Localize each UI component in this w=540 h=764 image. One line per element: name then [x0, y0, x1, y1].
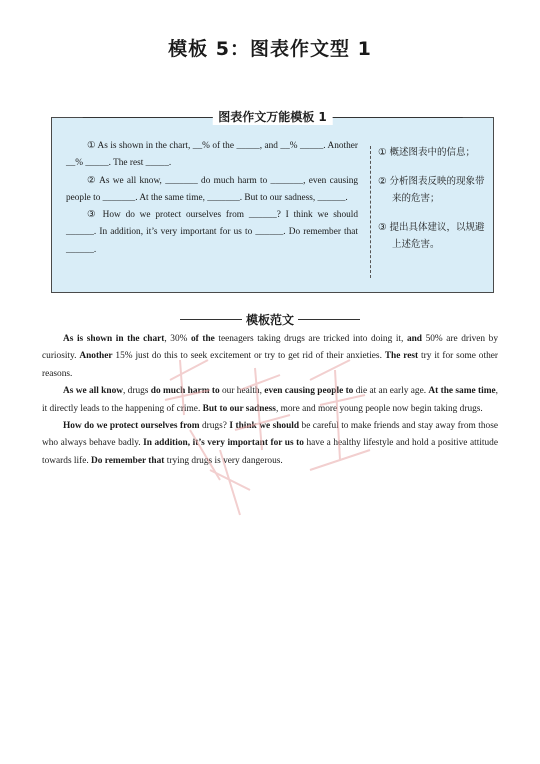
- essay-text: , more and more young people now begin taking drugs.: [275, 403, 483, 414]
- essay-text: , 30%: [164, 334, 191, 344]
- essay-text: be careful to make friends and stay away from those who always behave badly.: [42, 421, 498, 449]
- essay-paragraph-2: [42, 383, 498, 418]
- essay-paragraph-1: [42, 331, 498, 383]
- essay-text: 15% just do this to seek excitement or try to get rid of their anxieties.: [112, 351, 385, 362]
- essay-text: drugs?: [199, 421, 230, 432]
- sample-essay: [42, 331, 498, 470]
- essay-key-phrase: of the: [190, 334, 215, 344]
- essay-text: have a healthy lifestyle and hold a positive attitude towards life.: [42, 438, 498, 466]
- essay-key-phrase: even causing people to: [264, 386, 354, 397]
- template-box-title: 图表作文万能模板 1: [212, 108, 333, 125]
- essay-text: , it directly leads to the happening of crime.: [42, 386, 498, 414]
- essay-key-phrase: The rest: [384, 351, 419, 362]
- essay-text: our health,: [219, 386, 265, 397]
- essay-key-phrase: As we all know: [63, 386, 123, 397]
- essay-paragraph-3: [42, 418, 498, 470]
- sample-title-text: 模板范文: [242, 311, 298, 328]
- template-text: [66, 138, 358, 259]
- essay-key-phrase: How do we protect ourselves from: [63, 421, 200, 432]
- template-notes: [378, 144, 488, 265]
- essay-key-phrase: As is shown in the chart: [63, 334, 165, 344]
- note-3: ③ 提出具体建议，以规避上述危害。: [378, 222, 485, 250]
- dashed-divider: [370, 146, 371, 278]
- essay-text: teenagers taking drugs are tricked into doing it,: [214, 334, 407, 344]
- template-box: [51, 110, 494, 293]
- essay-text: trying drugs is very dangerous.: [164, 455, 283, 466]
- essay-text: try it for some other reasons.: [42, 351, 498, 379]
- essay-key-phrase: Another: [79, 351, 113, 362]
- essay-text: 50% are driven by curiosity.: [42, 334, 499, 362]
- essay-text: , drugs: [123, 386, 151, 397]
- essay-key-phrase: In addition, it’s very important for us to: [143, 438, 304, 449]
- essay-key-phrase: But to our sadness: [202, 403, 276, 414]
- template-paragraph-2: ② As we all know, _______ do much harm to _______, even causing people to _______. At the same time, _______. But to our sadness, ______.: [66, 175, 358, 203]
- essay-text: die at an early age.: [353, 386, 429, 397]
- template-paragraph-3: ③ How do we protect ourselves from ______? I think we should ______. In addition, it’s very important for us to ______. Do remember that ______.: [66, 210, 358, 255]
- essay-key-phrase: At the same time: [428, 386, 496, 397]
- essay-key-phrase: I think we should: [229, 421, 300, 432]
- essay-key-phrase: Do remember that: [91, 455, 165, 466]
- essay-key-phrase: and: [406, 334, 423, 344]
- note-2: ② 分析图表反映的现象带来的危害；: [378, 176, 485, 204]
- template-paragraph-1: ① As is shown in the chart, __% of the _____, and __% _____. Another __% _____. The rest _____.: [66, 141, 358, 169]
- essay-key-phrase: do much harm to: [150, 386, 220, 397]
- sample-section-title: [0, 311, 540, 328]
- page-title: 模板 5：图表作文型 1: [168, 38, 372, 60]
- note-1: ① 概述图表中的信息；: [378, 147, 476, 158]
